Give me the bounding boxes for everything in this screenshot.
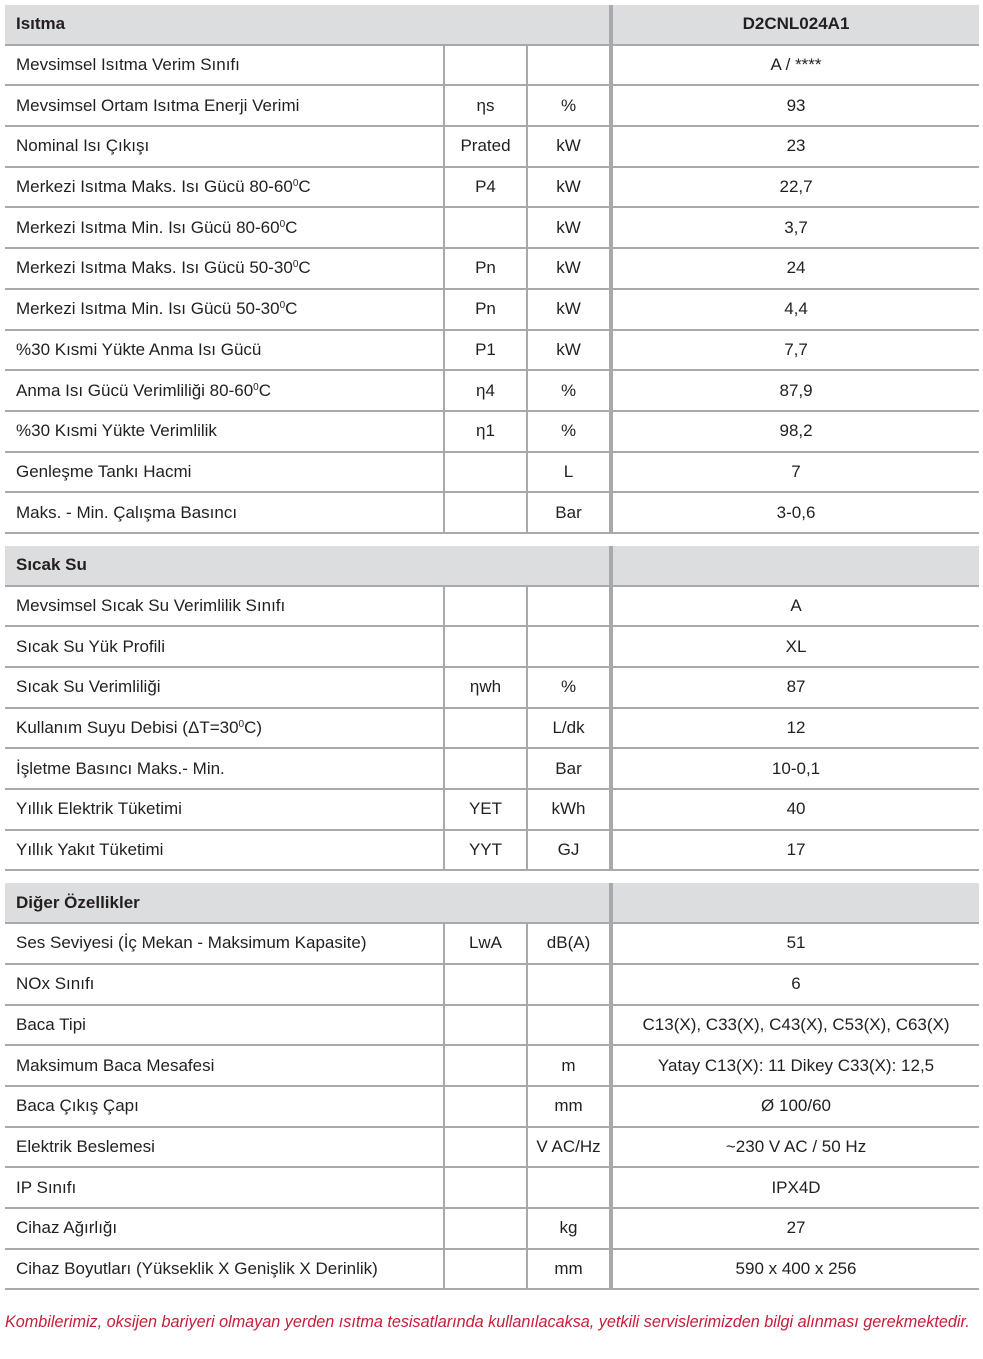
row-symbol: P4 [444,167,527,208]
row-value: 87 [611,667,979,708]
row-label [5,289,444,330]
table-row [5,370,979,411]
row-symbol [444,1045,527,1086]
row-value: C13(X), C33(X), C43(X), C53(X), C63(X) [611,1005,979,1046]
row-symbol [444,1249,527,1290]
row-unit: L/dk [527,708,611,749]
table-row [5,667,979,708]
degree-superscript: 0 [292,259,299,271]
row-label [5,330,444,371]
table-row [5,330,979,371]
row-value: 24 [611,248,979,289]
row-label [5,45,444,86]
row-label-text: İşletme Basıncı Maks.- Min. [16,758,225,778]
row-label [5,370,444,411]
table-row [5,1086,979,1127]
spec-table [5,5,979,1290]
degree-superscript: 0 [292,178,299,190]
row-unit: V AC/Hz [527,1127,611,1168]
row-label [5,748,444,789]
table-row [5,452,979,493]
row-symbol: η1 [444,411,527,452]
table-row [5,126,979,167]
degree-superscript: 0 [279,218,286,230]
row-symbol: YET [444,789,527,830]
row-label [5,708,444,749]
row-value: Ø 100/60 [611,1086,979,1127]
table-row [5,1249,979,1290]
table-row [5,1167,979,1208]
row-label-text: Ses Seviyesi (İç Mekan - Maksimum Kapasite) [16,933,367,953]
row-label [5,1127,444,1168]
row-label-text: Mevsimsel Isıtma Verim Sınıfı [16,55,240,75]
section-header-heating [5,5,979,45]
row-value: 17 [611,830,979,871]
row-unit: m [527,1045,611,1086]
table-row [5,45,979,86]
row-label [5,492,444,533]
row-unit: dB(A) [527,923,611,964]
row-symbol [444,748,527,789]
row-label [5,1045,444,1086]
row-symbol [444,45,527,86]
row-symbol [444,452,527,493]
row-unit [527,1005,611,1046]
table-row [5,830,979,871]
row-unit: kW [527,207,611,248]
row-label [5,923,444,964]
row-symbol: YYT [444,830,527,871]
row-value: 12 [611,708,979,749]
row-value: 3-0,6 [611,492,979,533]
row-label-text: Sıcak Su Yük Profili [16,636,165,656]
row-unit: kW [527,167,611,208]
row-label-text: Cihaz Ağırlığı [16,1218,118,1238]
row-unit [527,586,611,627]
row-value: 93 [611,85,979,126]
row-value: 10-0,1 [611,748,979,789]
row-symbol [444,1086,527,1127]
degree-superscript: 0 [238,719,245,731]
row-symbol: ηwh [444,667,527,708]
row-symbol [444,586,527,627]
footnote: Kombilerimiz, oksijen bariyeri olmayan yerden ısıtma tesisatlarında kullanılacaksa, yetkili servislerimizden bilgi alınması gerekmektedir. [5,1313,970,1331]
row-unit [527,964,611,1005]
table-row [5,85,979,126]
row-symbol: η4 [444,370,527,411]
row-label-text: Maksimum Baca Mesafesi [16,1055,215,1075]
row-label [5,789,444,830]
row-unit [527,45,611,86]
section-header-other [5,883,979,923]
spec-table-body [5,5,979,1289]
row-value: XL [611,626,979,667]
row-label [5,85,444,126]
row-label-text: Merkezi Isıtma Maks. Isı Gücü 50-30 [16,258,293,278]
row-label [5,411,444,452]
row-label [5,964,444,1005]
table-row [5,248,979,289]
row-unit: kW [527,248,611,289]
row-value: 27 [611,1208,979,1249]
row-label-text: Maks. - Min. Çalışma Basıncı [16,502,238,522]
row-unit: kg [527,1208,611,1249]
table-row [5,289,979,330]
model-name [611,546,979,586]
table-row [5,207,979,248]
row-unit: L [527,452,611,493]
table-row [5,923,979,964]
row-symbol [444,207,527,248]
row-label-text: Sıcak Su Verimliliği [16,677,161,697]
row-label [5,207,444,248]
row-unit: mm [527,1249,611,1290]
row-label-text: %30 Kısmi Yükte Anma Isı Gücü [16,339,262,359]
row-symbol: Pn [444,248,527,289]
row-symbol [444,964,527,1005]
row-symbol [444,492,527,533]
row-unit: Bar [527,748,611,789]
row-label-suffix: C [285,299,298,319]
row-label-text: Merkezi Isıtma Min. Isı Gücü 50-30 [16,299,280,319]
row-symbol [444,708,527,749]
row-label [5,667,444,708]
row-unit: Bar [527,492,611,533]
row-unit: mm [527,1086,611,1127]
row-label-text: Cihaz Boyutları (Yükseklik X Genişlik X Derinlik) [16,1258,378,1278]
section-spacer [5,533,979,546]
row-unit: % [527,667,611,708]
row-label-text: Yıllık Yakıt Tüketimi [16,840,164,860]
table-row [5,1045,979,1086]
table-row [5,748,979,789]
row-label-text: Merkezi Isıtma Min. Isı Gücü 80-60 [16,217,280,237]
row-label-text: Mevsimsel Ortam Isıtma Enerji Verimi [16,95,300,115]
row-label-text: Yıllık Elektrik Tüketimi [16,799,182,819]
degree-superscript: 0 [253,381,259,393]
row-symbol [444,626,527,667]
row-value: ~230 V AC / 50 Hz [611,1127,979,1168]
row-label-text: Merkezi Isıtma Maks. Isı Gücü 80-60 [16,177,293,197]
row-symbol: Prated [444,126,527,167]
row-value: 23 [611,126,979,167]
row-label-suffix: C) [244,718,263,738]
model-name: D2CNL024A1 [611,5,979,45]
row-label [5,1249,444,1290]
row-label [5,452,444,493]
row-unit: kW [527,289,611,330]
row-label-suffix: C [258,380,271,400]
row-label-text: Nominal Isı Çıkışı [16,136,150,156]
row-label-text: Genleşme Tankı Hacmi [16,461,192,481]
table-row [5,167,979,208]
table-row [5,708,979,749]
model-name [611,883,979,923]
row-unit [527,626,611,667]
table-row [5,964,979,1005]
section-header-hot-water [5,546,979,586]
row-label-suffix: C [285,217,298,237]
row-symbol [444,1167,527,1208]
table-row [5,586,979,627]
row-label [5,1208,444,1249]
row-value: IPX4D [611,1167,979,1208]
row-label [5,248,444,289]
row-label [5,1005,444,1046]
row-label [5,626,444,667]
row-symbol: P1 [444,330,527,371]
row-value: 6 [611,964,979,1005]
row-value: 22,7 [611,167,979,208]
row-label [5,1167,444,1208]
row-label-text: Kullanım Suyu Debisi (ΔT=30 [16,718,239,738]
row-unit [527,1167,611,1208]
row-label [5,830,444,871]
row-symbol [444,1127,527,1168]
row-label-text: IP Sınıfı [16,1177,77,1197]
row-value: Yatay C13(X): 11 Dikey C33(X): 12,5 [611,1045,979,1086]
table-row [5,1005,979,1046]
section-title: Diğer Özellikler [5,883,611,923]
table-row [5,492,979,533]
row-unit: kWh [527,789,611,830]
table-row [5,1208,979,1249]
table-row [5,1127,979,1168]
section-spacer [5,870,979,883]
row-unit: kW [527,126,611,167]
degree-superscript: 0 [279,300,286,312]
section-title: Sıcak Su [5,546,611,586]
section-title: Isıtma [5,5,611,45]
row-unit: % [527,85,611,126]
row-label-text: Baca Çıkış Çapı [16,1096,139,1116]
row-label [5,126,444,167]
row-label-text: %30 Kısmi Yükte Verimlilik [16,421,217,441]
row-label-text: NOx Sınıfı [16,974,95,994]
row-value: 7 [611,452,979,493]
table-row [5,626,979,667]
row-unit: GJ [527,830,611,871]
row-symbol: ηs [444,85,527,126]
row-label-text: Anma Isı Gücü Verimliliği 80-60 [16,380,254,400]
row-label [5,586,444,627]
row-value: 87,9 [611,370,979,411]
row-unit: kW [527,330,611,371]
row-unit: % [527,411,611,452]
table-row [5,411,979,452]
row-label [5,1086,444,1127]
row-value: A [611,586,979,627]
row-value: 98,2 [611,411,979,452]
row-value: 40 [611,789,979,830]
row-symbol [444,1208,527,1249]
row-label-text: Mevsimsel Sıcak Su Verimlilik Sınıfı [16,595,286,615]
row-label-text: Elektrik Beslemesi [16,1136,155,1156]
row-label-suffix: C [298,258,311,278]
table-row [5,789,979,830]
row-unit: % [527,370,611,411]
row-value: 4,4 [611,289,979,330]
row-value: 3,7 [611,207,979,248]
row-value: A / **** [611,45,979,86]
row-label [5,167,444,208]
row-value: 51 [611,923,979,964]
row-label-suffix: C [298,177,311,197]
row-label-text: Baca Tipi [16,1014,86,1034]
row-value: 7,7 [611,330,979,371]
row-value: 590 x 400 x 256 [611,1249,979,1290]
row-symbol [444,1005,527,1046]
row-symbol: Pn [444,289,527,330]
row-symbol: LwA [444,923,527,964]
